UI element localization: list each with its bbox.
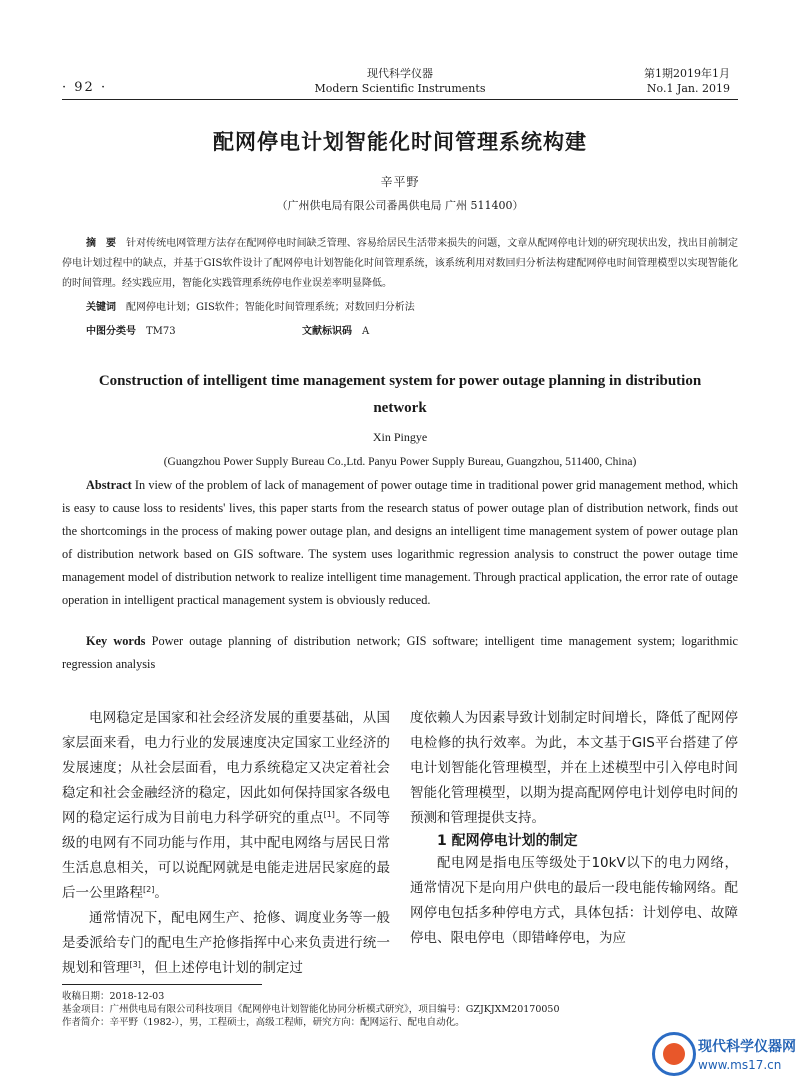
keywords-en-label: Key words: [86, 634, 146, 648]
body-text: ，但上述停电计划的制定过: [140, 960, 303, 976]
keywords-cn-label: 关键词: [86, 302, 116, 313]
citation-ref: [3]: [129, 960, 141, 969]
document-code-label: 文献标识码: [302, 326, 352, 337]
footnote-received: 收稿日期：2018-12-03: [62, 991, 165, 1002]
issue-en: No.1 Jan. 2019: [646, 82, 730, 95]
body-paragraph: [62, 906, 390, 981]
keywords-en-text: Power outage planning of distribution network; GIS software; intelligent time management system; logarithmic regression analysis: [62, 634, 739, 671]
watermark-name: 现代科学仪器网: [698, 1039, 796, 1055]
body-column-left: [62, 706, 390, 981]
classification-label: 中图分类号: [86, 326, 136, 337]
author-en: Xin Pingye: [372, 430, 428, 444]
section-heading: 1 配网停电计划的制定: [437, 833, 578, 849]
abstract-en: [62, 474, 738, 612]
affiliation-en: (Guangzhou Power Supply Bureau Co.,Ltd. Panyu Power Supply Bureau, Guangzhou, 511400, China): [163, 456, 637, 468]
body-column-right: [410, 706, 738, 951]
abstract-cn-label: 摘 要: [86, 238, 117, 249]
footnote: [62, 990, 738, 1029]
body-text: 通常情况下，配电网生产、抢修、调度业务等一般是委派给专门的配电生产抢修指挥中心来负责进行统一规划和管理: [62, 910, 390, 976]
body-paragraph: 度依赖人为因素导致计划制定时间增长，降低了配网停电检修的执行效率。为此，本文基于GIS平台搭建了停电计划智能化管理模型，并在上述模型中引入停电时间智能化管理模型，以期为提高配网停电计划停电时间的预测和管理提供支持。: [410, 710, 738, 826]
footnote-rule: [62, 984, 262, 985]
affiliation-cn: （广州供电局有限公司番禺供电局 广州 511400）: [276, 199, 524, 212]
author-cn: 辛平野: [380, 175, 420, 189]
document-code: [302, 322, 369, 342]
footnote-author-bio: 作者简介：辛平野（1982-），男，工程硕士，高级工程师，研究方向：配网运行、配电自动化。: [62, 1017, 465, 1028]
running-header-issue: [644, 66, 730, 96]
globe-logo-icon: [652, 1032, 696, 1076]
abstract-en-text: In view of the problem of lack of management of power outage time in traditional power grid management method, which is easy to cause loss to residents' lives, this paper starts from the research status of power outage plan of distribution network, finds out the shortcomings in the process of making power outage plan, and designs an intelligent time management system of power outage plan of distribution network based on GIS software. The system uses logarithmic regression analysis to construct the power outage time management model of distribution network to realize intelligent time management. Through practical application, the error rate of outage operation in intelligent practical management system is obviously reduced.: [62, 478, 738, 607]
body-text: 电网稳定是国家和社会经济发展的重要基础，从国家层面来看，电力行业的发展速度决定国家工业经济的发展速度；从社会层面看，电力系统稳定又决定着社会稳定和社会金融经济的稳定，因此如何保持国家各级电网的稳定运行成为目前电力科学研究的重点: [62, 710, 390, 826]
abstract-en-label: Abstract: [86, 478, 132, 492]
keywords-en: [62, 630, 738, 676]
document-code-value: A: [362, 326, 370, 337]
watermark-url: www.ms17.cn: [698, 1058, 782, 1072]
classification-number: [86, 322, 176, 342]
paper-title-en: Construction of intelligent time management system for power outage planning in distribution network: [98, 373, 702, 416]
classification-value: TM73: [146, 326, 176, 337]
journal-name-cn: 现代科学仪器: [367, 67, 433, 80]
body-text: 。: [154, 885, 168, 901]
journal-name-en: Modern Scientific Instruments: [314, 82, 486, 95]
keywords-cn-text: 配网停电计划；GIS软件；智能化时间管理系统；对数回归分析法: [126, 302, 415, 313]
body-paragraph: [62, 706, 390, 906]
body-text: 。不同等级的电网有不同功能与作用，其中配电网络与居民日常生活息息相关，可以说配网就是电能走进居民家庭的最后一公里路程: [62, 810, 391, 901]
footnote-fund: 基金项目：广州供电局有限公司科技项目《配网停电计划智能化协同分析模式研究》，项目编号：GZJKJXM20170050: [62, 1004, 560, 1015]
paper-title-cn: 配网停电计划智能化时间管理系统构建: [213, 130, 587, 154]
citation-ref: [2]: [143, 885, 155, 894]
keywords-cn: [86, 298, 415, 318]
header-rule: [62, 99, 738, 100]
page-number: · 92 ·: [62, 80, 108, 95]
abstract-cn-text: 针对传统电网管理方法存在配网停电时间缺乏管理、容易给居民生活带来损失的问题，文章从配网停电计划的研究现状出发，找出目前制定停电计划过程中的缺点，并基于GIS软件设计了配网停电计划智能化时间管理系统，该系统利用对数回归分析法构建配网停电时间管理模型以实现智能化的时间管理。经实践应用，智能化实践管理系统停电作业误差率明显降低。: [62, 238, 738, 289]
issue-cn: 第1期2019年1月: [644, 67, 730, 80]
site-watermark: [652, 1030, 800, 1085]
abstract-cn: [62, 234, 738, 294]
citation-ref: [1]: [323, 810, 335, 819]
body-paragraph: 配电网是指电压等级处于10kV以下的电力网络，通常情况下是向用户供电的最后一段电能传输网络。配网停电包括多种停电方式，具体包括：计划停电、故障停电、限电停电（即错峰停电，为应: [410, 855, 738, 946]
